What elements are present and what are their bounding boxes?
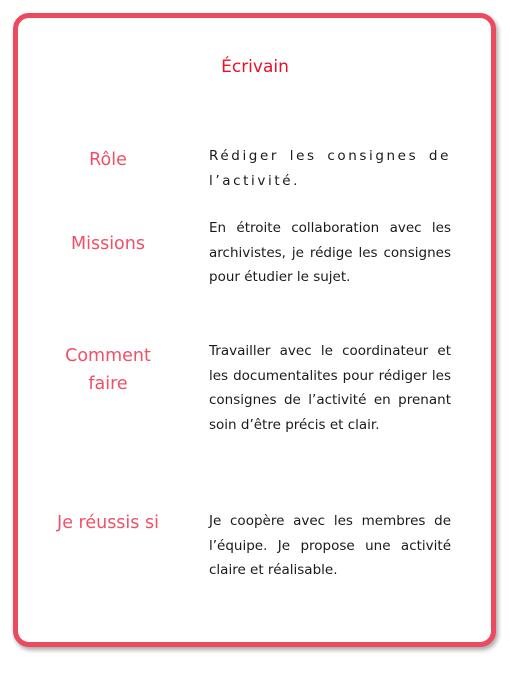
- card-title: Écrivain: [221, 57, 289, 77]
- row-text-role: Rédiger les consignes de l’activité.: [209, 148, 451, 189]
- row-label-missions: Missions: [71, 234, 145, 254]
- row-text-je-reussis-si: Je coopère avec les membres de l’équipe. Je propose une activité claire et réalisable.: [209, 513, 451, 578]
- row-text-missions: En étroite collaboration avec les archivistes, je rédige les consignes pour étudier le sujet.: [209, 220, 451, 285]
- row-text-comment-faire: Travailler avec le coordinateur et les documentalites pour rédiger les consignes de l’activité en prenant soin d’être précis et clair.: [209, 343, 451, 433]
- row-label-je-reussis-si: Je réussis si: [57, 513, 159, 533]
- row-label-role: Rôle: [89, 150, 127, 170]
- row-label-comment-faire: Comment faire: [65, 346, 151, 394]
